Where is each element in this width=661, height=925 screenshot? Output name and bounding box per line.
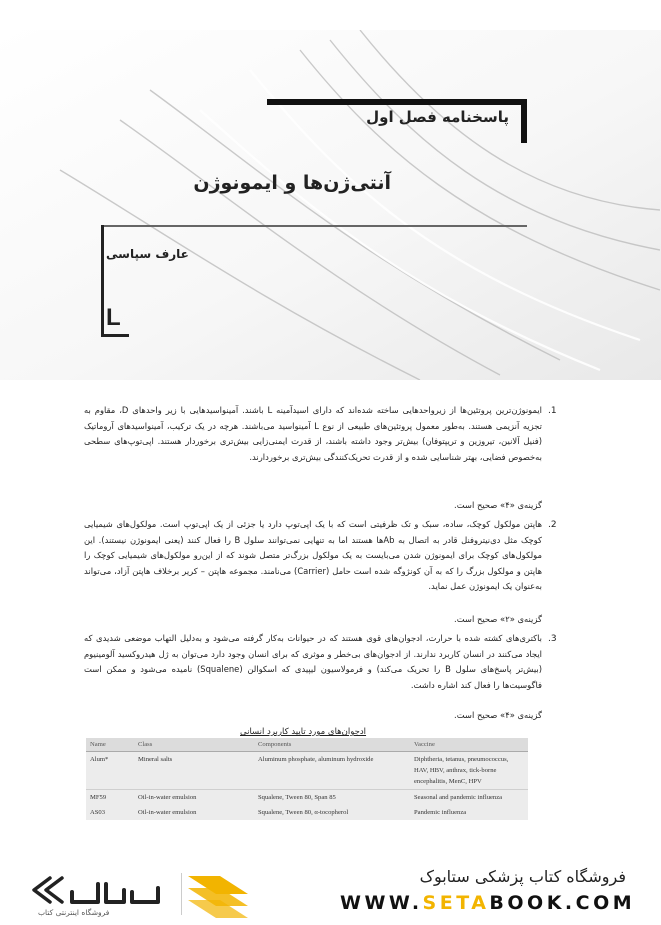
url-prefix: WWW.: [340, 892, 423, 914]
answer-line: گزینه‌ی «۴» صحیح است.: [454, 710, 542, 720]
shop-name: فروشگاه کتاب پزشکی ستابوک: [419, 867, 626, 886]
vaccine-line: Seasonal and pandemic influenza: [414, 794, 503, 801]
vaccine-line: Pandemic influenza: [414, 809, 467, 816]
cell-vaccine: [410, 790, 528, 806]
logo-divider: [181, 873, 182, 915]
table-caption: ادجوان‌های مورد تایید کاربرد انسانی: [240, 727, 367, 737]
frame-top-bar: [267, 99, 527, 105]
chapter-label: پاسخنامه فصل اول: [366, 108, 509, 126]
question-text: هاپتن مولکول کوچک، ساده، سبک و تک ظرفیتی است که با یک اپی‌توپ دارد یا جزئی از یک اپی‌توپ است. مولکول‌های شیمیایی کوچک مثل دی‌نیتروفنل قادر به اتصال به Ab‌ها هستند اما به تنهایی نمی‌توانند سلول B را فعال کنند (یعنی ایمونوژن نیستند). این مولکول‌های کوچک برای ایمونوژن شدن می‌بایست به یک مولکول بزرگ‌تر متصل شوند که از این‌رو مولکول‌های شیمیایی کوچک را هاپتن و مولکول بزرگ را که به آن کونژوگه شده است حامل (Carrier) می‌نامند. مجموعه هاپتن – کریر برخلاف هاپتن آزاد، می‌تواند به‌عنوان یک ایمونوژن عمل نماید.: [84, 519, 543, 592]
column-header: Vaccine: [410, 738, 528, 752]
frame-right-bar: [521, 99, 527, 143]
cell-name: AS03: [90, 809, 106, 816]
author-name: عارف سپاسی: [106, 247, 189, 261]
answer-line: گزینه‌ی «۲» صحیح است.: [454, 614, 542, 624]
frame-bottom-tick: [101, 334, 129, 337]
author-rule: [102, 225, 527, 227]
question-number: .1: [548, 406, 557, 416]
cell-class: Oil-in-water emulsion: [138, 809, 197, 816]
url-highlight: SETA: [422, 892, 490, 914]
cell-components: Squalene, Tween 80, α-tocopherol: [258, 809, 349, 816]
header-swirl-background: [0, 30, 661, 380]
question-number: .2: [548, 520, 557, 530]
vaccine-line: Diphtheria, tetanus, pneumococcus,: [414, 756, 509, 763]
vaccine-line: encephalitis, MenC, HPV: [414, 778, 482, 785]
cell-name: MF59: [86, 790, 134, 806]
cell-class: Mineral salts: [138, 756, 173, 763]
logo-subtitle: فروشگاه اینترنتی کتاب: [38, 908, 110, 917]
column-header: Components: [254, 738, 410, 752]
cell-name: Alum*: [90, 756, 109, 763]
question-text: باکتری‌های کشته شده با حرارت، ادجوان‌های قوی هستند که در حیوانات به‌کار گرفته می‌شود و به‌دلیل التهاب موضعی شدیدی که ایجاد می‌کنند در انسان کاربرد ندارند. از ادجوان‌های بی‌خطر و موثری که برای انسان وجود دارد می‌توان به ژل هیدروکسید آلومینیوم (بیش‌تر پاسخ‌های سلول B را تحریک می‌کند) و فرمولاسیون لیپیدی که اسکوالن (Squalene) نامیده می‌شود و ممکن است فاگوسیت‌ها را فعال کند اشاره داشت.: [84, 633, 542, 690]
chapter-letter: L: [106, 304, 121, 331]
table-header-row: [86, 738, 528, 752]
cell-class: Oil-in-water emulsion: [134, 790, 254, 806]
table-row: [86, 805, 528, 820]
column-header: Name: [86, 738, 134, 752]
chapter-title: آنتی‌ژن‌ها و ایمونوژن: [193, 172, 391, 194]
frame-left-bar: [101, 225, 104, 335]
cell-vaccine: [410, 752, 528, 790]
adjuvant-table: [86, 738, 528, 820]
url-suffix: BOOK.COM: [489, 892, 636, 914]
question-text: ایمونوژن‌ترین پروتئین‌ها از زیرواحدهایی ساخته شده‌اند که دارای اسیدآمینه L باشند. آمینواسیدهایی با زیر واحدهای D، مقاوم به تجزیه آنزیمی هستند. به‌طور معمول پروتئین‌های طبیعی از نوع L آمینواسید می‌باشند. هرچه در یک ترکیب، آمینواسیدهای آروماتیک (فنیل آلانین، تیروزین و تریپتوفان) بیش‌تر وجود داشته باشند، از قدرت ایمنی‌زایی بیش‌تری برخوردار هستند. اپی‌توپ‌های سطحی به‌خصوص فضایی، بهتر شناسایی شده و از قدرت تحریک‌کنندگی بیش‌تری برخوردارند.: [84, 405, 542, 462]
cell-vaccine: [410, 805, 528, 820]
vaccine-line: HAV, HBV, anthrax, tick-borne: [414, 767, 497, 774]
cell-components: Squalene, Tween 80, Span 85: [254, 790, 410, 806]
answer-line: گزینه‌ی «۴» صحیح است.: [454, 500, 542, 510]
shop-url-link[interactable]: [340, 892, 635, 914]
column-header: Class: [134, 738, 254, 752]
table-row: [86, 752, 528, 790]
table-row: [86, 790, 528, 806]
cell-components: Aluminum phosphate, aluminum hydroxide: [258, 756, 374, 763]
question-number: .3: [548, 634, 557, 644]
